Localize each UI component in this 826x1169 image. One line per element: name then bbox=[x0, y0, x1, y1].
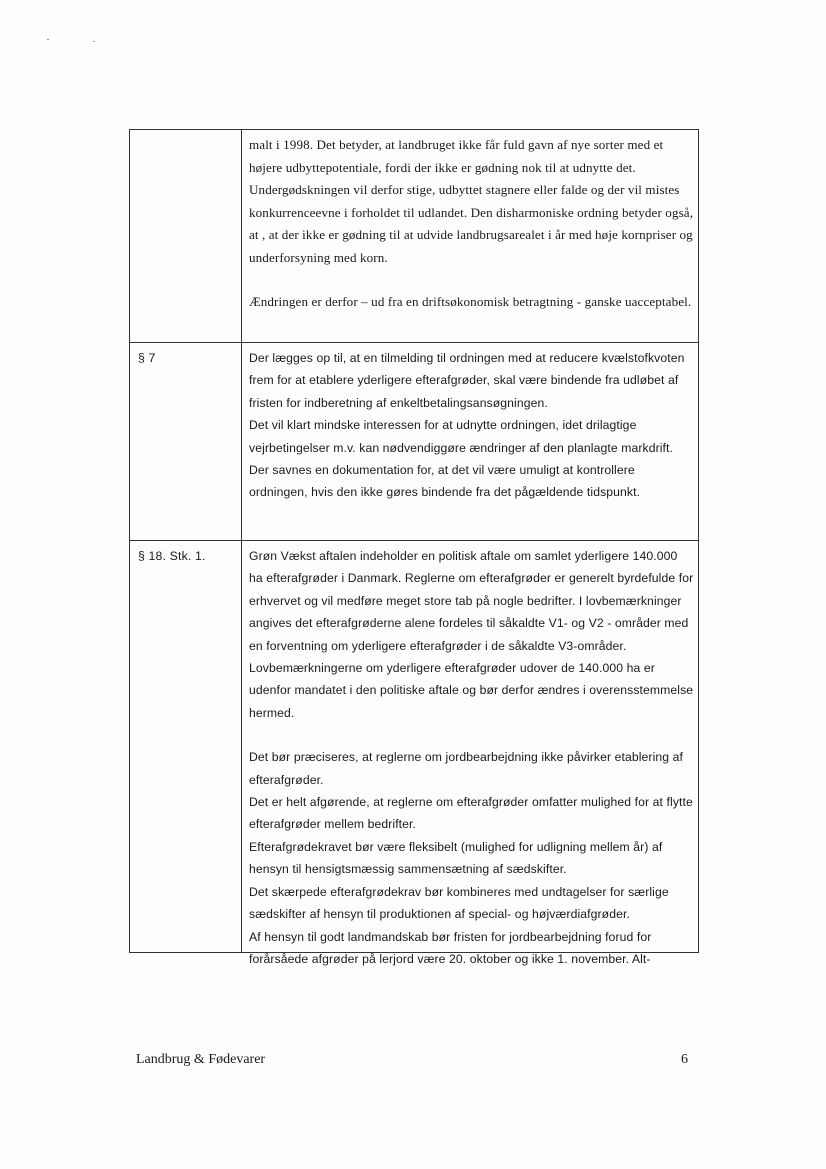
paragraph: Der lægges op til, at en tilmelding til ordningen med at reducere kvælstofkvoten frem for at etablere yderligere efterafgrøder, skal være bindende fra udløbet af fristen for indberetning af enkeltbetalingsansøgningen. bbox=[249, 351, 685, 410]
section-reference: § 18. Stk. 1. bbox=[138, 549, 206, 563]
table-row bbox=[130, 541, 699, 953]
comment-cell bbox=[242, 130, 699, 343]
paragraph: Det er helt afgørende, at reglerne om efterafgrøder omfatter mulighed for at flytte efterafgrøder mellem bedrifter. bbox=[249, 795, 693, 832]
page-number: 6 bbox=[681, 1052, 688, 1067]
paragraph: Grøn Vækst aftalen indeholder en politisk aftale om samlet yderligere 140.000 ha efterafgrøder i Danmark. Reglerne om efterafgrøder er generelt byrdefulde for erhvervet og vil medføre meget store tab på nogle bedrifter. I lovbemærkninger angives det efterafgrøderne alene fordeles til såkaldte V1- og V2 - områder med en forventning om yderligere efterafgrøder i de såkaldte V3-områder. Lovbemærkningerne om yderligere efterafgrøder udover de 140.000 ha er udenfor mandatet i den politiske aftale og bør derfor ændres i overensstemmelse hermed. bbox=[249, 549, 694, 720]
scan-speck bbox=[47, 39, 49, 40]
paragraph: Ændringen er derfor – ud fra en driftsøkonomisk betragtning - ganske uacceptabel. bbox=[249, 294, 692, 309]
comment-cell bbox=[242, 343, 699, 541]
paragraph: Det vil klart mindske interessen for at udnytte ordningen, idet drilagtige vejrbetingelser m.v. kan nødvendiggøre ændringer af den planlagte markdrift. bbox=[249, 418, 673, 455]
paragraph: Det skærpede efterafgrødekrav bør kombineres med undtagelser for særlige sædskifter af hensyn til produktionen af special- og højværdiafgrøder. bbox=[249, 884, 669, 922]
scan-speck bbox=[93, 41, 95, 42]
paragraph: malt i 1998. Det betyder, at landbruget ikke får fuld gavn af nye sorter med et højere udbyttepotentiale, fordi der ikke er gødning nok til at udnytte det. Undergødskningen vil derfor stige, udbyttet stagnere eller falde og der vil mistes konkurrenceevne i forholdet til udlandet. Den disharmoniske ordning betyder også, at , at der ikke er gødning til at udvide landbrugsarealet i år med høje kornpriser og underforsyning med korn. bbox=[249, 137, 694, 265]
paragraph: Af hensyn til godt landmandskab bør fristen for jordbearbejdning forud for forårsåede afgrøder på lerjord være 20. oktober og ikke 1. november. Alt- bbox=[249, 929, 652, 966]
table-row bbox=[130, 130, 699, 343]
section-reference: § 7 bbox=[138, 351, 156, 365]
table-row bbox=[130, 343, 699, 541]
section-reference-cell bbox=[130, 343, 242, 541]
paragraph: Det bør præciseres, at reglerne om jordbearbejdning ikke påvirker etablering af efterafgrøder. bbox=[249, 750, 683, 787]
comment-cell bbox=[242, 541, 699, 966]
section-reference-cell bbox=[130, 541, 242, 953]
paragraph: Der savnes en dokumentation for, at det vil være umuligt at kontrollere ordningen, hvis den ikke gøres bindende fra det pågældende tidspunkt. bbox=[249, 463, 641, 500]
footer-organization: Landbrug & Fødevarer bbox=[136, 1052, 266, 1067]
section-reference-cell bbox=[130, 130, 242, 343]
comments-table bbox=[129, 129, 699, 966]
paragraph: Efterafgrødekravet bør være fleksibelt (mulighed for udligning mellem år) af hensyn til hensigtsmæssig sammensætning af sædskifter. bbox=[249, 839, 663, 877]
